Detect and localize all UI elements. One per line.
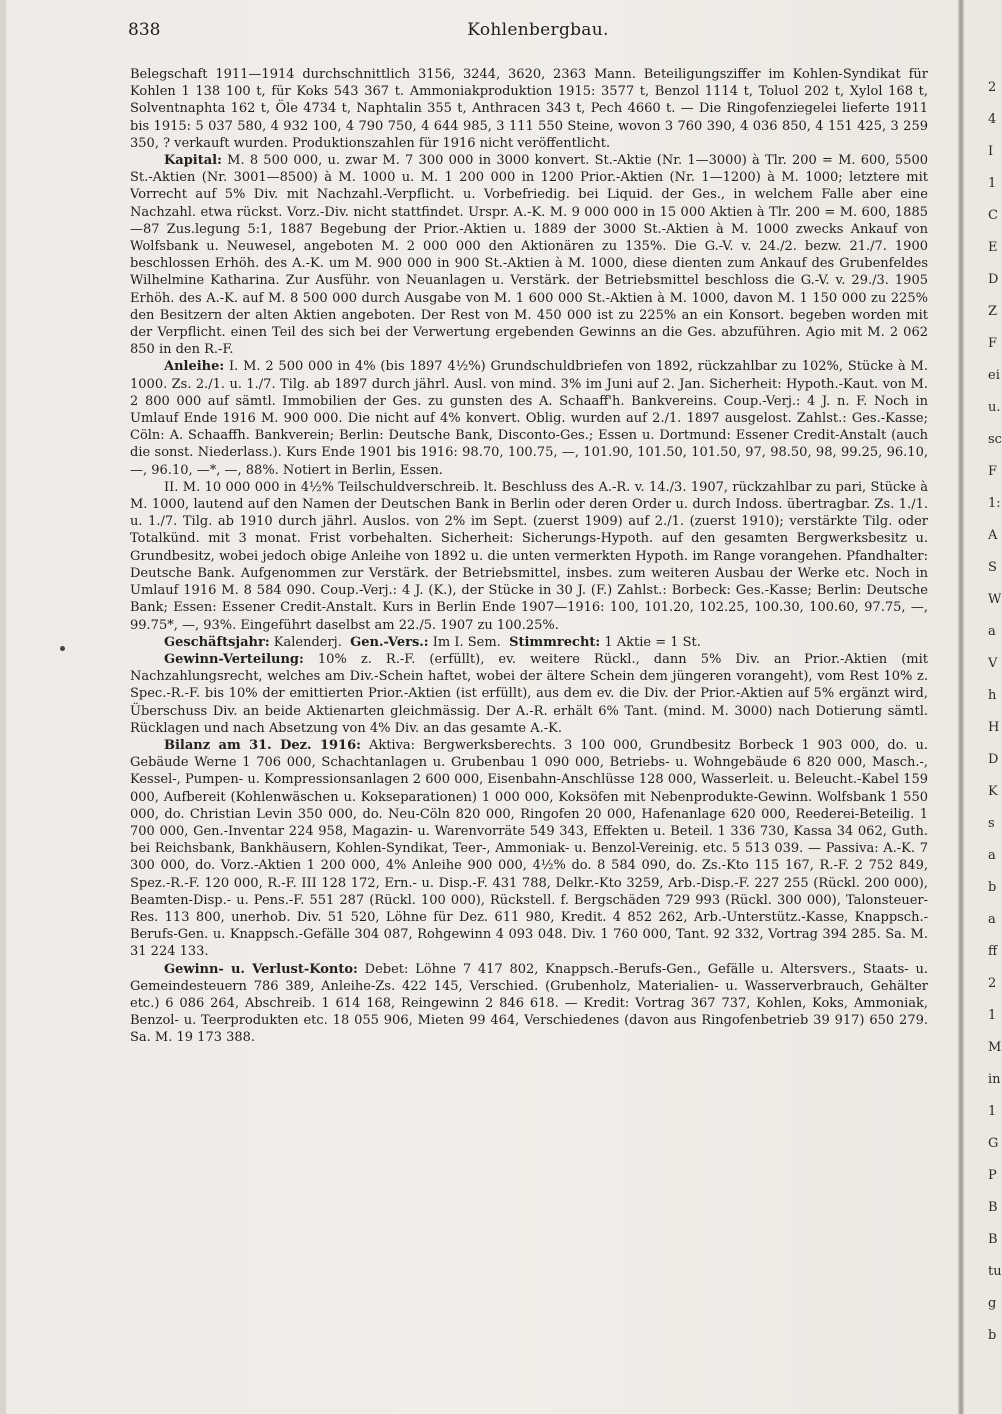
genvers-label: Gen.-Vers.: — [350, 634, 429, 650]
margin-letter: 2 — [988, 976, 997, 991]
next-page-margin — [968, 80, 1000, 1380]
margin-letter: K — [988, 784, 998, 799]
margin-letter: 1: — [988, 496, 1001, 511]
page-left-edge — [0, 0, 6, 1414]
margin-letter: ei — [988, 368, 1000, 383]
paragraph-anleihe-ii: II. M. 10 000 000 in 4½% Teilschuldverschreib. lt. Beschluss des A.-R. v. 14./3. 1907, rückzahlbar zu pari, Stücke à M. 1000, lautend auf den Namen der Deutschen Bank in Berlin oder deren Order u. durch Indoss. übertragbar. Zs. 1./1. u. 1./7. Tilg. ab 1910 durch jährl. Auslos. von 2% im Sept. (zuerst 1909) auf 2./1. (zuerst 1910); verstärkte Tilg. oder Totalkünd. mit 3 monat. Frist vorbehalten. Sicherheit: Sicherungs-Hypoth. auf den gesamten Bergwerksbesitz u. Grundbesitz, wobei jedoch obige Anleihe von 1892 u. die unten vermerkten Hypoth. im Range vorangehen. Pfandhalter: Deutsche Bank. Aufgenommen zur Verstärk. der Betriebsmittel, insbes. zum weiteren Ausbau der Werke etc. Noch in Umlauf 1916 M. 8 584 090. Coup.-Verj.: 4 J. (K.), der Stücke in 30 J. (F.) Zahlst.: Borbeck: Ges.-Kasse; Berlin: Deutsche Bank; Essen: Essener Credit-Anstalt. Kurs in Berlin Ende 1907—1916: 100, 101.20, 102.25, 100.30, 100.60, 97.75, —, 99.75*, —, 93%. Eingeführt daselbst am 22./5. 1907 zu 100.25%. — [130, 479, 928, 633]
kapital-text: M. 8 500 000, u. zwar M. 7 300 000 in 3000 konvert. St.-Aktie (Nr. 1—3000) à Tlr. 200 = M. 600, 5500 St.-Aktien (Nr. 3001—8500) à M. 1000 u. M. 1 200 000 in 1200 Prior.-Aktien (Nr. 1—1200) à M. 1000; letztere mit Vorrecht auf 5% Div. mit Nachzahl.-Verpflicht. u. Vorbefriedig. bei Liquid. der Ges., in welchem Falle aber eine Nachzahl. etwa rückst. Vorz.-Div. nicht stattfindet. Urspr. A.-K. M. 9 000 000 in 15 000 Aktien à Tlr. 200 = M. 600, 1885—87 Zus.legung 5:1, 1887 Begebung der Prior.-Aktien u. 1889 der 3000 St.-Aktien à M. 1000 zwecks Ankauf von Wolfsbank u. Neuwesel, angeboten M. 2 000 000 den Aktionären zu 135%. Die G.-V. v. 24./2. bezw. 21./7. 1900 beschlossen Erhöh. des A.-K. um M. 900 000 in 900 St.-Aktien à M. 1000, diese dienten zum Ankauf des Grubenfeldes Wilhelmine Katharina. Zur Ausführ. von Neuanlagen u. Verstärk. der Betriebsmittel beschloss die G.-V. v. 29./3. 1905 Erhöh. des A.-K. auf M. 8 500 000 durch Ausgabe von M. 1 600 000 St.-Aktien à M. 1000, davon M. 1 150 000 zu 225% den Besitzern der alten Aktien angeboten. Der Rest von M. 450 000 ist zu 225% an ein Konsort. begeben worden mit der Verpflicht. einen Teil des sich bei der Verwertung ergebenden Gewinns an die Ges. abzuführen. Agio mit M. 2 062 850 in den R.-F. — [130, 153, 929, 358]
margin-letter: sc — [988, 432, 1002, 447]
bilanz-label: Bilanz am 31. Dez. 1916: — [164, 737, 361, 753]
margin-letter: tu — [988, 1264, 1002, 1279]
margin-letter: in — [988, 1072, 1001, 1087]
page-number: 838 — [128, 20, 161, 40]
margin-dot — [60, 646, 65, 651]
margin-letter: B — [988, 1232, 998, 1247]
margin-letter: D — [988, 272, 999, 287]
margin-letter: F — [988, 336, 998, 351]
margin-letter: g — [988, 1296, 997, 1311]
stimmrecht-text: 1 Aktie = 1 St. — [604, 634, 701, 650]
bilanz-text: Aktiva: Bergwerksberechts. 3 100 000, Grundbesitz Borbeck 1 903 000, do. u. Gebäude Werne 1 706 000, Schachtanlagen u. Grubenbau 1 090 000, Betriebs- u. Wohngebäude 6 820 000, Masch.-, Kessel-, Pumpen- u. Kompressionsanlagen 2 600 000, Eisenbahn-Anschlüsse 128 000, Wasserleit. u. Beleucht.-Kabel 159 000, Aufbereit (Kohlenwäschen u. Kokseparationen) 1 000 000, Koksöfen mit Nebenprodukte-Gewinn. Wolfsbank 1 550 000, do. Christian Levin 350 000, do. Neu-Cöln 820 000, Ringofen 20 000, Hafenanlage 620 000, Reederei-Beteilig. 1 700 000, Gen.-Inventar 224 958, Magazin- u. Warenvorräte 549 343, Effekten u. Beteil. 1 336 730, Kassa 34 062, Guth. bei Reichsbank, Bankhäusern, Kohlen-Syndikat, Teer-, Ammoniak- u. Benzol-Vereinig. etc. 5 513 039. — Passiva: A.-K. 7 300 000, do. Vorz.-Aktien 1 200 000, 4% Anleihe 900 000, 4½% do. 8 584 090, do. Zs.-Kto 115 167, R.-F. 2 752 849, Spez.-R.-F. 120 000, R.-F. III 128 172, Ern.- u. Disp.-F. 431 788, Delkr.-Kto 3259, Arb.-Disp.-F. 227 255 (Rückl. 200 000), Beamten-Disp.- u. Pens.-F. 551 287 (Rückl. 100 000), Rückstell. f. Bergschäden 729 993 (Rückl. 300 000), Talonsteuer-Res. 113 800, unerhob. Div. 51 520, Löhne für Dez. 611 980, Kredit. 4 852 262, Arb.-Unterstütz.-Kasse, Knappsch.-Berufs-Gen. u. Knappsch.-Gefälle 304 087, Rohgewinn 4 093 048. Div. 1 760 000, Tant. 92 332, Vortrag 394 285. Sa. M. 31 224 133. — [130, 737, 928, 960]
margin-letter: 1 — [988, 176, 997, 191]
genvers-text: Im I. Sem. — [432, 634, 501, 650]
kapital-label: Kapital: — [164, 153, 222, 169]
anleihe-label: Anleihe: — [164, 359, 225, 375]
margin-letter: a — [988, 848, 996, 863]
paragraph-geschaeftsjahr — [130, 634, 928, 651]
stimmrecht-label: Stimmrecht: — [509, 634, 601, 650]
anleihe-text: I. M. 2 500 000 in 4% (bis 1897 4½%) Grundschuldbriefen von 1892, rückzahlbar zu 102%, Stücke à M. 1000. Zs. 2./1. u. 1./7. Tilg. ab 1897 durch jährl. Ausl. von mind. 3% im Juni auf 2. Jan. Sicherheit: Hypoth.-Kaut. von M. 2 800 000 auf sämtl. Immobilien der Ges. zu gunsten des A. Schaaff'h. Bankvereins. Coup.-Verj.: 4 J. n. F. Noch in Umlauf Ende 1916 M. 900 000. Die nicht auf 4% konvert. Oblig. wurden auf 2./1. 1897 ausgelost. Zahlst.: Ges.-Kasse; Cöln: A. Schaaffh. Bankverein; Berlin: Deutsche Bank, Disconto-Ges.; Essen u. Dortmund: Essener Credit-Anstalt (auch die sonst. Niederlass.). Kurs Ende 1901 bis 1916: 98.70, 100.75, —, 101.90, 101.50, 101.50, 97, 98.50, 98, 99.25, 96.10, —, 96.10, —*, —, 88%. Notiert in Berlin, Essen. — [130, 359, 928, 478]
paragraph-gewinnverteilung — [130, 651, 928, 737]
margin-letter: W — [988, 592, 1002, 607]
margin-letter: 2 — [988, 80, 997, 95]
geschaeftsjahr-label: Geschäftsjahr: — [164, 634, 270, 650]
guv-text: Debet: Löhne 7 417 802, Knappsch.-Berufs-Gen., Gefälle u. Altersvers., Staats- u. Gemeindesteuern 786 389, Anleihe-Zs. 422 145, Verschied. (Grubenholz, Materialien- u. Wasserverbrauch, Gehälter etc.) 6 086 264, Abschreib. 1 614 168, Reingewinn 2 846 618. — Kredit: Vortrag 367 737, Kohlen, Koks, Ammoniak, Benzol- u. Teerprodukten etc. 18 055 906, Mieten 99 464, Verschiedenes (davon aus Ringofenbetrieb 39 917) 650 279. Sa. M. 19 173 388. — [130, 961, 928, 1046]
margin-letter: s — [988, 816, 995, 831]
margin-letter: M — [988, 1040, 1002, 1055]
geschaeftsjahr-text: Kalenderj. — [273, 634, 342, 650]
paragraph-anleihe — [130, 358, 928, 478]
page-header — [128, 20, 948, 50]
margin-letter: u. — [988, 400, 1001, 415]
paragraph-belegschaft: Belegschaft 1911—1914 durchschnittlich 3156, 3244, 3620, 2363 Mann. Beteiligungsziffer im Kohlen-Syndikat für Kohlen 1 138 100 t, für Koks 543 367 t. Ammoniakproduktion 1915: 3577 t, Benzol 1114 t, Toluol 202 t, Xylol 168 t, Solventnaphta 162 t, Öle 4734 t, Naphtalin 355 t, Anthracen 343 t, Pech 4660 t. — Die Ringofenziegelei lieferte 1911 bis 1915: 5 037 580, 4 932 100, 4 790 750, 4 644 985, 3 111 550 Steine, wovon 3 760 390, 4 036 850, 4 151 425, 3 259 350, ? verkauft wurden. Produktionszahlen für 1916 nicht veröffentlicht. — [130, 67, 928, 151]
margin-letter: b — [988, 880, 997, 895]
paragraph-bilanz — [130, 737, 928, 961]
margin-letter: B — [988, 1200, 998, 1215]
paragraph-guv — [130, 961, 928, 1047]
margin-letter: G — [988, 1136, 999, 1151]
margin-letter: P — [988, 1168, 997, 1183]
margin-letter: I — [988, 144, 994, 159]
book-gutter — [958, 0, 964, 1414]
margin-letter: H — [988, 720, 1000, 735]
margin-letter: a — [988, 624, 996, 639]
margin-letter: ff — [988, 944, 998, 959]
margin-letter: b — [988, 1328, 997, 1343]
margin-letter: D — [988, 752, 999, 767]
margin-letter: V — [988, 656, 998, 671]
margin-letter: A — [988, 528, 998, 543]
gewinnverteilung-label: Gewinn-Verteilung: — [164, 651, 304, 667]
margin-letter: 1 — [988, 1008, 997, 1023]
margin-letter: h — [988, 688, 997, 703]
guv-label: Gewinn- u. Verlust-Konto: — [164, 961, 358, 977]
margin-letter: 1 — [988, 1104, 997, 1119]
margin-letter: E — [988, 240, 998, 255]
margin-letter: F — [988, 464, 998, 479]
margin-letter: Z — [988, 304, 998, 319]
margin-letter: S — [988, 560, 997, 575]
margin-letter: 4 — [988, 112, 997, 127]
margin-letter: a — [988, 912, 996, 927]
paragraph-kapital — [130, 152, 928, 358]
margin-letter: C — [988, 208, 998, 223]
body-text — [130, 66, 928, 1047]
running-head: Kohlenbergbau. — [467, 20, 609, 40]
gewinnverteilung-text: 10% z. R.-F. (erfüllt), ev. weitere Rückl., dann 5% Div. an Prior.-Aktien (mit Nachzahlungsrecht, welches am Div.-Schein haftet, wobei der ältere Schein dem jüngeren vorangeht), vom Rest 10% z. Spec.-R.-F. bis 10% der emittierten Prior.-Aktien (ist erfüllt), aus dem ev. die Div. der Prior.-Aktien auf 5% ergänzt wird, Überschuss Div. an beide Aktienarten gleichmässig. Der A.-R. erhält 6% Tant. (mind. M. 3000) nach Dotierung sämtl. Rücklagen und nach Absetzung von 4% Div. an das gesamte A.-K. — [130, 651, 928, 736]
